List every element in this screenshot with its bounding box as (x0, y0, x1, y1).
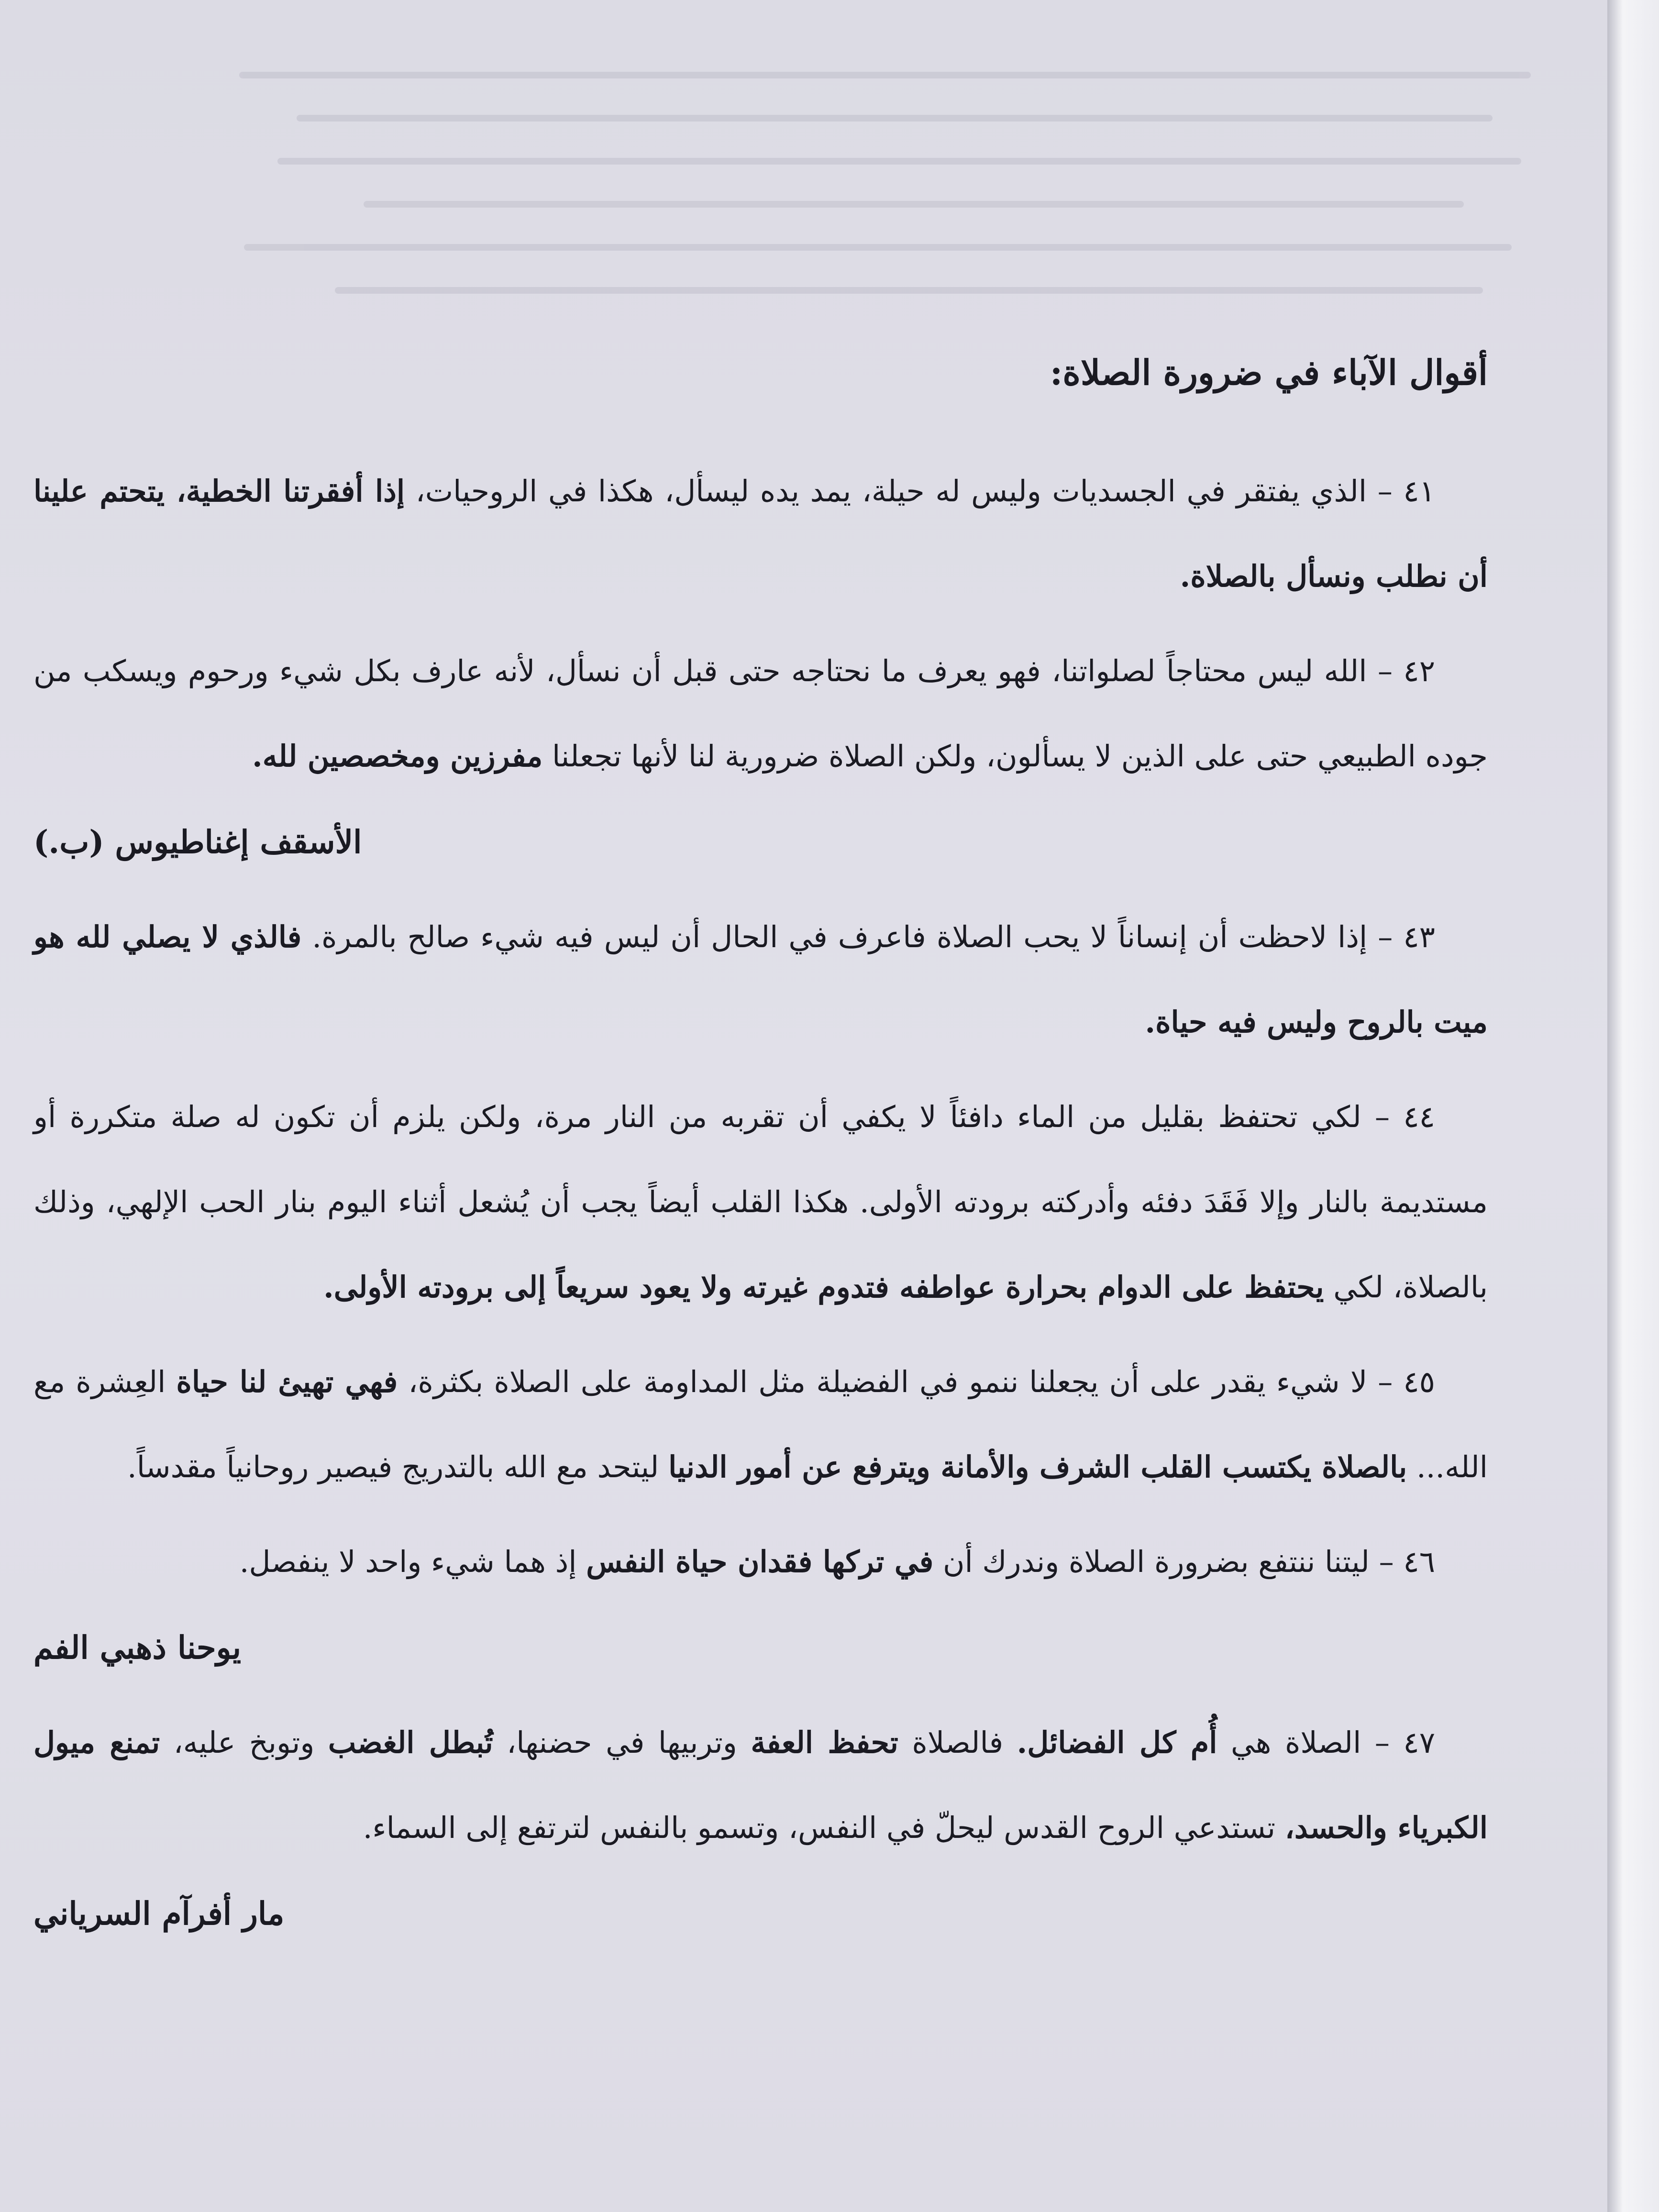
saying-emphasis: إذا أفقرتنا الخطية، يتحتم علينا أن نطلب ونسأل بالصلاة. (33, 474, 1488, 594)
saying-number: ٤٧ – (1374, 1725, 1436, 1760)
saying-text: الله ليس محتاجاً لصلواتنا، فهو يعرف ما نحتاجه حتى قبل أن نسأل، لأنه عارف بكل شيء ورحوم ويسكب من جوده الطبيعي حتى على الذين لا يسألون، ولكن الصلاة ضرورية لنا لأنها تجعلنا (33, 653, 1488, 774)
saying-text: العِشرة مع الله... (33, 1364, 1488, 1484)
saying-text: لا شيء يقدر على أن يجعلنا ننمو في الفضيلة مثل المداومة على الصلاة بكثرة، (408, 1364, 1368, 1399)
saying-text: وتربيها في حضنها، (507, 1725, 737, 1760)
author-attribution: مار أفرآم السرياني (33, 1895, 285, 1932)
saying-number: ٤٣ – (1378, 919, 1435, 954)
saying-text: ليتنا ننتفع بضرورة الصلاة وندرك أن (942, 1544, 1370, 1579)
page-edge (1607, 0, 1659, 2212)
saying-text: الصلاة هي (1231, 1725, 1361, 1760)
saying-text: وتوبخ عليه، (173, 1725, 315, 1760)
saying-number: ٤٦ – (1379, 1544, 1435, 1579)
saying-emphasis: في تركها فقدان حياة النفس (586, 1544, 934, 1579)
author-attribution: الأسقف إغناطيوس (ب.) (33, 823, 362, 861)
saying-44 (33, 1074, 1488, 1330)
saying-41 (33, 449, 1488, 619)
bleed-through-text (0, 0, 1607, 364)
section-heading: أقوال الآباء في ضرورة الصلاة: (1050, 352, 1488, 393)
saying-text: الذي يفتقر في الجسديات وليس له حيلة، يمد يده ليسأل، هكذا في الروحيات، (415, 474, 1367, 509)
saying-text: ليتحد مع الله بالتدريج فيصير روحانياً مقدساً. (127, 1449, 659, 1484)
saying-emphasis: تُبطل الغضب (328, 1725, 493, 1760)
saying-number: ٤٤ – (1375, 1099, 1435, 1134)
saying-number: ٤٢ – (1377, 653, 1435, 688)
saying-42 (33, 629, 1488, 799)
saying-emphasis: تمنع ميول الكبرياء والحسد، (33, 1725, 1488, 1845)
saying-emphasis: بالصلاة يكتسب القلب الشرف والأمانة ويترفع عن أمور الدنيا (668, 1449, 1407, 1484)
saying-46 (33, 1519, 1488, 1604)
saying-text: فالصلاة (912, 1725, 1004, 1760)
saying-45 (33, 1339, 1488, 1510)
saying-emphasis: أُم كل الفضائل. (1017, 1725, 1217, 1760)
page-content (33, 330, 1488, 1966)
saying-text: تستدعي الروح القدس ليحلّ في النفس، وتسمو بالنفس لترتفع إلى السماء. (363, 1810, 1276, 1845)
saying-emphasis: مفرزين ومخصصين لله. (252, 739, 543, 774)
saying-emphasis: فالذي لا يصلي لله هو ميت بالروح وليس فيه حياة. (33, 919, 1488, 1040)
saying-number: ٤٥ – (1378, 1364, 1435, 1399)
saying-emphasis: فهي تهيئ لنا حياة (176, 1364, 398, 1399)
saying-47 (33, 1700, 1488, 1870)
saying-number: ٤١ – (1377, 474, 1436, 509)
saying-text: إذا لاحظت أن إنساناً لا يحب الصلاة فاعرف في الحال أن ليس فيه شيء صالح بالمرة. (312, 919, 1368, 954)
saying-text: إذ هما شيء واحد لا ينفصل. (239, 1544, 577, 1579)
saying-text: لكي تحتفظ بقليل من الماء دافئاً لا يكفي أن تقربه من النار مرة، ولكن يلزم أن تكون له صلة متكررة أو مستديمة بالنار وإلا فَقَدَ دفئه وأدركته برودته الأولى. هكذا القلب أيضاً يجب أن يُشعل أثناء اليوم بنار الحب الإلهي، وذلك بالصلاة، لكي (33, 1099, 1488, 1305)
saying-emphasis: تحفظ العفة (751, 1725, 898, 1760)
saying-emphasis: يحتفظ على الدوام بحرارة عواطفه فتدوم غيرته ولا يعود سريعاً إلى برودته الأولى. (323, 1270, 1324, 1305)
author-attribution: يوحنا ذهبي الفم (33, 1629, 242, 1666)
saying-43 (33, 895, 1488, 1065)
